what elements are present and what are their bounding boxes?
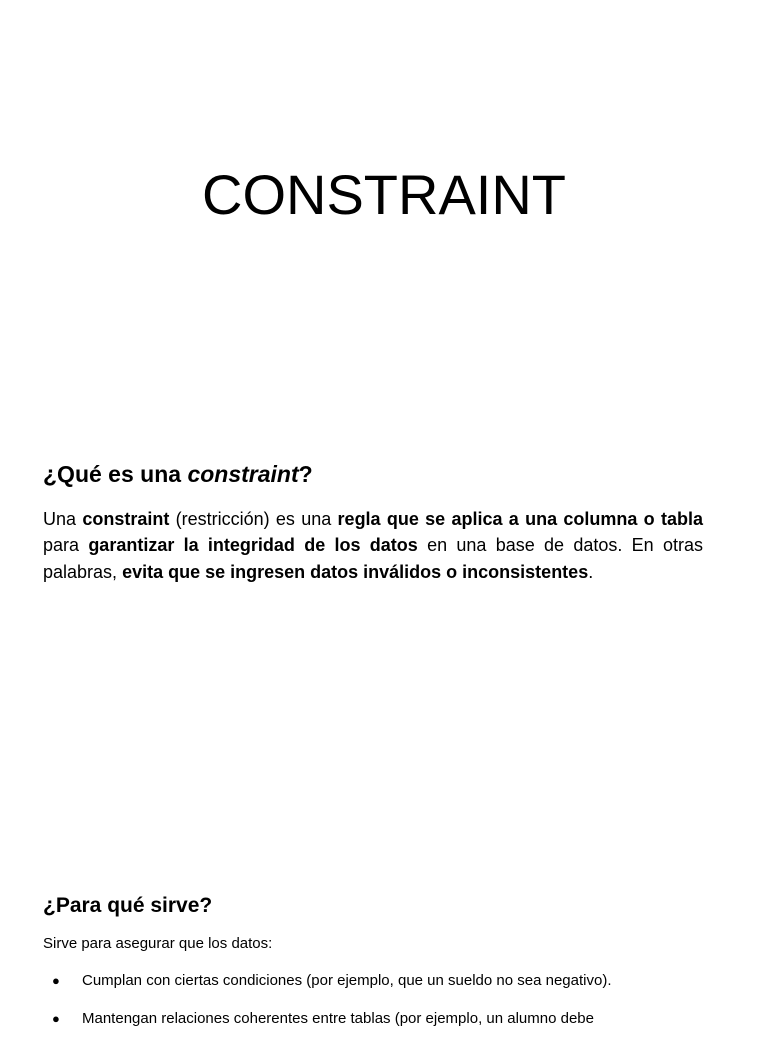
bold-run: garantizar la integridad de los datos xyxy=(88,535,418,556)
list-item-text: Mantengan relaciones coherentes entre tablas (por ejemplo, un alumno debe xyxy=(82,1010,594,1027)
text-run: (restricción) es una xyxy=(169,509,338,529)
text-run: en una base de datos. En otras palabras, xyxy=(43,535,703,582)
heading-what-is-constraint xyxy=(43,460,313,488)
bullet-icon: ● xyxy=(52,973,60,988)
bold-run: regla que se aplica a una columna o tabla xyxy=(337,509,703,529)
bullet-icon: ● xyxy=(52,1011,60,1026)
text-run: . xyxy=(588,561,594,582)
bold-run: constraint xyxy=(82,509,170,529)
heading-emphasis: constraint xyxy=(187,461,299,487)
document-title: CONSTRAINT xyxy=(202,163,566,226)
purpose-list xyxy=(43,970,723,1046)
definition-paragraph xyxy=(43,506,703,585)
list-item xyxy=(43,1008,723,1029)
bold-run: evita que se ingresen datos inválidos o inconsistentes xyxy=(122,561,589,582)
heading-question-mark: ? xyxy=(298,461,313,487)
purpose-intro: Sirve para asegurar que los datos: xyxy=(43,935,273,952)
list-item-text: Cumplan con ciertas condiciones (por ejemplo, que un sueldo no sea negativo). xyxy=(82,972,612,989)
heading-text: ¿Qué es una xyxy=(43,461,188,487)
text-run: Una xyxy=(43,509,83,529)
list-item xyxy=(43,970,723,991)
text-run: para xyxy=(43,535,89,556)
heading-purpose: ¿Para qué sirve? xyxy=(43,894,213,917)
